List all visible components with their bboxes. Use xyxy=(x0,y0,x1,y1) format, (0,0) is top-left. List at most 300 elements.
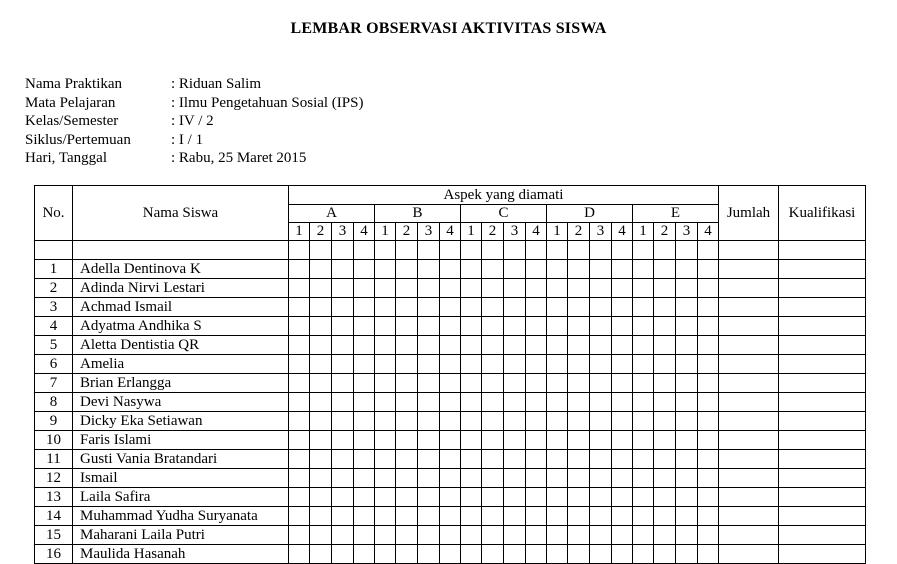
total-cell[interactable] xyxy=(719,298,779,317)
score-cell[interactable] xyxy=(568,469,590,488)
score-cell[interactable] xyxy=(440,431,461,450)
score-cell[interactable] xyxy=(698,488,719,507)
score-cell[interactable] xyxy=(547,488,568,507)
score-cell[interactable] xyxy=(698,355,719,374)
score-cell[interactable] xyxy=(418,545,440,564)
score-cell[interactable] xyxy=(676,526,698,545)
score-cell[interactable] xyxy=(310,260,332,279)
score-cell[interactable] xyxy=(633,260,654,279)
score-cell[interactable] xyxy=(289,545,310,564)
score-cell[interactable] xyxy=(310,374,332,393)
score-cell[interactable] xyxy=(654,412,676,431)
score-cell[interactable] xyxy=(547,374,568,393)
score-cell[interactable] xyxy=(332,393,354,412)
score-cell[interactable] xyxy=(568,260,590,279)
score-cell[interactable] xyxy=(332,488,354,507)
score-cell[interactable] xyxy=(504,355,526,374)
score-cell[interactable] xyxy=(526,488,547,507)
score-cell[interactable] xyxy=(418,374,440,393)
score-cell[interactable] xyxy=(547,412,568,431)
score-cell[interactable] xyxy=(568,450,590,469)
score-cell[interactable] xyxy=(504,336,526,355)
score-cell[interactable] xyxy=(354,431,375,450)
score-cell[interactable] xyxy=(547,545,568,564)
score-cell[interactable] xyxy=(310,450,332,469)
score-cell[interactable] xyxy=(698,374,719,393)
score-cell[interactable] xyxy=(482,298,504,317)
qualification-cell[interactable] xyxy=(779,355,866,374)
total-cell[interactable] xyxy=(719,469,779,488)
score-cell[interactable] xyxy=(547,507,568,526)
score-cell[interactable] xyxy=(310,317,332,336)
score-cell[interactable] xyxy=(547,450,568,469)
score-cell[interactable] xyxy=(354,526,375,545)
score-cell[interactable] xyxy=(612,355,633,374)
score-cell[interactable] xyxy=(633,412,654,431)
score-cell[interactable] xyxy=(482,412,504,431)
score-cell[interactable] xyxy=(418,412,440,431)
score-cell[interactable] xyxy=(354,507,375,526)
score-cell[interactable] xyxy=(654,488,676,507)
score-cell[interactable] xyxy=(375,545,396,564)
score-cell[interactable] xyxy=(612,450,633,469)
score-cell[interactable] xyxy=(418,336,440,355)
score-cell[interactable] xyxy=(461,374,482,393)
score-cell[interactable] xyxy=(504,488,526,507)
score-cell[interactable] xyxy=(612,393,633,412)
score-cell[interactable] xyxy=(440,355,461,374)
score-cell[interactable] xyxy=(461,526,482,545)
score-cell[interactable] xyxy=(654,336,676,355)
score-cell[interactable] xyxy=(482,507,504,526)
score-cell[interactable] xyxy=(440,260,461,279)
score-cell[interactable] xyxy=(396,393,418,412)
score-cell[interactable] xyxy=(568,431,590,450)
score-cell[interactable] xyxy=(354,412,375,431)
score-cell[interactable] xyxy=(526,298,547,317)
score-cell[interactable] xyxy=(526,526,547,545)
score-cell[interactable] xyxy=(590,355,612,374)
score-cell[interactable] xyxy=(375,260,396,279)
score-cell[interactable] xyxy=(396,488,418,507)
score-cell[interactable] xyxy=(612,317,633,336)
score-cell[interactable] xyxy=(332,545,354,564)
score-cell[interactable] xyxy=(418,526,440,545)
score-cell[interactable] xyxy=(526,507,547,526)
score-cell[interactable] xyxy=(461,336,482,355)
score-cell[interactable] xyxy=(332,298,354,317)
score-cell[interactable] xyxy=(633,488,654,507)
score-cell[interactable] xyxy=(440,279,461,298)
score-cell[interactable] xyxy=(698,317,719,336)
score-cell[interactable] xyxy=(590,279,612,298)
score-cell[interactable] xyxy=(504,545,526,564)
score-cell[interactable] xyxy=(654,355,676,374)
score-cell[interactable] xyxy=(375,450,396,469)
score-cell[interactable] xyxy=(654,374,676,393)
score-cell[interactable] xyxy=(504,412,526,431)
score-cell[interactable] xyxy=(654,431,676,450)
score-cell[interactable] xyxy=(676,488,698,507)
score-cell[interactable] xyxy=(418,507,440,526)
score-cell[interactable] xyxy=(547,336,568,355)
score-cell[interactable] xyxy=(633,355,654,374)
qualification-cell[interactable] xyxy=(779,260,866,279)
qualification-cell[interactable] xyxy=(779,507,866,526)
score-cell[interactable] xyxy=(568,526,590,545)
score-cell[interactable] xyxy=(504,298,526,317)
score-cell[interactable] xyxy=(482,526,504,545)
score-cell[interactable] xyxy=(332,450,354,469)
score-cell[interactable] xyxy=(418,355,440,374)
score-cell[interactable] xyxy=(440,507,461,526)
score-cell[interactable] xyxy=(568,374,590,393)
score-cell[interactable] xyxy=(590,374,612,393)
score-cell[interactable] xyxy=(289,526,310,545)
total-cell[interactable] xyxy=(719,336,779,355)
score-cell[interactable] xyxy=(547,279,568,298)
score-cell[interactable] xyxy=(482,450,504,469)
total-cell[interactable] xyxy=(719,450,779,469)
score-cell[interactable] xyxy=(568,412,590,431)
score-cell[interactable] xyxy=(461,450,482,469)
score-cell[interactable] xyxy=(633,317,654,336)
score-cell[interactable] xyxy=(310,279,332,298)
score-cell[interactable] xyxy=(676,431,698,450)
score-cell[interactable] xyxy=(612,298,633,317)
score-cell[interactable] xyxy=(354,355,375,374)
score-cell[interactable] xyxy=(633,507,654,526)
total-cell[interactable] xyxy=(719,431,779,450)
score-cell[interactable] xyxy=(289,393,310,412)
score-cell[interactable] xyxy=(354,279,375,298)
score-cell[interactable] xyxy=(310,488,332,507)
total-cell[interactable] xyxy=(719,374,779,393)
qualification-cell[interactable] xyxy=(779,374,866,393)
score-cell[interactable] xyxy=(354,260,375,279)
qualification-cell[interactable] xyxy=(779,393,866,412)
score-cell[interactable] xyxy=(590,431,612,450)
qualification-cell[interactable] xyxy=(779,317,866,336)
score-cell[interactable] xyxy=(633,545,654,564)
score-cell[interactable] xyxy=(526,412,547,431)
score-cell[interactable] xyxy=(633,450,654,469)
score-cell[interactable] xyxy=(354,298,375,317)
score-cell[interactable] xyxy=(547,355,568,374)
score-cell[interactable] xyxy=(526,450,547,469)
score-cell[interactable] xyxy=(418,260,440,279)
score-cell[interactable] xyxy=(633,526,654,545)
score-cell[interactable] xyxy=(354,469,375,488)
score-cell[interactable] xyxy=(547,526,568,545)
score-cell[interactable] xyxy=(547,298,568,317)
score-cell[interactable] xyxy=(418,279,440,298)
score-cell[interactable] xyxy=(289,260,310,279)
score-cell[interactable] xyxy=(332,526,354,545)
score-cell[interactable] xyxy=(590,336,612,355)
score-cell[interactable] xyxy=(332,469,354,488)
score-cell[interactable] xyxy=(676,279,698,298)
score-cell[interactable] xyxy=(396,374,418,393)
score-cell[interactable] xyxy=(461,317,482,336)
score-cell[interactable] xyxy=(482,488,504,507)
score-cell[interactable] xyxy=(354,393,375,412)
score-cell[interactable] xyxy=(289,374,310,393)
score-cell[interactable] xyxy=(396,317,418,336)
score-cell[interactable] xyxy=(418,298,440,317)
total-cell[interactable] xyxy=(719,393,779,412)
qualification-cell[interactable] xyxy=(779,279,866,298)
score-cell[interactable] xyxy=(504,260,526,279)
qualification-cell[interactable] xyxy=(779,412,866,431)
score-cell[interactable] xyxy=(654,469,676,488)
score-cell[interactable] xyxy=(396,260,418,279)
score-cell[interactable] xyxy=(461,507,482,526)
score-cell[interactable] xyxy=(612,260,633,279)
score-cell[interactable] xyxy=(332,336,354,355)
score-cell[interactable] xyxy=(461,469,482,488)
score-cell[interactable] xyxy=(482,545,504,564)
score-cell[interactable] xyxy=(698,545,719,564)
score-cell[interactable] xyxy=(590,526,612,545)
score-cell[interactable] xyxy=(698,412,719,431)
score-cell[interactable] xyxy=(590,412,612,431)
score-cell[interactable] xyxy=(676,450,698,469)
score-cell[interactable] xyxy=(633,393,654,412)
score-cell[interactable] xyxy=(375,469,396,488)
score-cell[interactable] xyxy=(396,545,418,564)
score-cell[interactable] xyxy=(612,469,633,488)
score-cell[interactable] xyxy=(310,507,332,526)
score-cell[interactable] xyxy=(654,279,676,298)
score-cell[interactable] xyxy=(440,488,461,507)
score-cell[interactable] xyxy=(310,431,332,450)
score-cell[interactable] xyxy=(526,355,547,374)
score-cell[interactable] xyxy=(676,469,698,488)
score-cell[interactable] xyxy=(676,355,698,374)
score-cell[interactable] xyxy=(547,431,568,450)
score-cell[interactable] xyxy=(289,317,310,336)
score-cell[interactable] xyxy=(676,412,698,431)
score-cell[interactable] xyxy=(676,507,698,526)
score-cell[interactable] xyxy=(440,545,461,564)
score-cell[interactable] xyxy=(654,298,676,317)
score-cell[interactable] xyxy=(590,260,612,279)
total-cell[interactable] xyxy=(719,545,779,564)
score-cell[interactable] xyxy=(375,336,396,355)
score-cell[interactable] xyxy=(289,507,310,526)
score-cell[interactable] xyxy=(354,488,375,507)
score-cell[interactable] xyxy=(590,450,612,469)
score-cell[interactable] xyxy=(396,450,418,469)
score-cell[interactable] xyxy=(633,431,654,450)
score-cell[interactable] xyxy=(504,279,526,298)
score-cell[interactable] xyxy=(482,374,504,393)
score-cell[interactable] xyxy=(354,317,375,336)
score-cell[interactable] xyxy=(289,298,310,317)
score-cell[interactable] xyxy=(332,355,354,374)
score-cell[interactable] xyxy=(375,355,396,374)
score-cell[interactable] xyxy=(354,336,375,355)
score-cell[interactable] xyxy=(590,507,612,526)
total-cell[interactable] xyxy=(719,412,779,431)
qualification-cell[interactable] xyxy=(779,545,866,564)
score-cell[interactable] xyxy=(654,450,676,469)
score-cell[interactable] xyxy=(396,279,418,298)
score-cell[interactable] xyxy=(612,526,633,545)
score-cell[interactable] xyxy=(654,260,676,279)
score-cell[interactable] xyxy=(375,412,396,431)
score-cell[interactable] xyxy=(504,450,526,469)
score-cell[interactable] xyxy=(526,260,547,279)
score-cell[interactable] xyxy=(396,431,418,450)
score-cell[interactable] xyxy=(504,393,526,412)
score-cell[interactable] xyxy=(482,393,504,412)
score-cell[interactable] xyxy=(676,260,698,279)
score-cell[interactable] xyxy=(289,488,310,507)
score-cell[interactable] xyxy=(504,374,526,393)
score-cell[interactable] xyxy=(590,317,612,336)
score-cell[interactable] xyxy=(504,507,526,526)
score-cell[interactable] xyxy=(568,507,590,526)
score-cell[interactable] xyxy=(612,431,633,450)
score-cell[interactable] xyxy=(698,469,719,488)
qualification-cell[interactable] xyxy=(779,431,866,450)
score-cell[interactable] xyxy=(332,374,354,393)
score-cell[interactable] xyxy=(568,545,590,564)
score-cell[interactable] xyxy=(698,336,719,355)
score-cell[interactable] xyxy=(547,317,568,336)
score-cell[interactable] xyxy=(461,260,482,279)
score-cell[interactable] xyxy=(482,431,504,450)
score-cell[interactable] xyxy=(482,279,504,298)
score-cell[interactable] xyxy=(590,545,612,564)
score-cell[interactable] xyxy=(289,412,310,431)
score-cell[interactable] xyxy=(590,393,612,412)
score-cell[interactable] xyxy=(440,298,461,317)
score-cell[interactable] xyxy=(568,393,590,412)
score-cell[interactable] xyxy=(676,317,698,336)
score-cell[interactable] xyxy=(332,260,354,279)
score-cell[interactable] xyxy=(310,469,332,488)
score-cell[interactable] xyxy=(612,279,633,298)
total-cell[interactable] xyxy=(719,507,779,526)
score-cell[interactable] xyxy=(547,469,568,488)
score-cell[interactable] xyxy=(654,507,676,526)
qualification-cell[interactable] xyxy=(779,450,866,469)
score-cell[interactable] xyxy=(698,298,719,317)
score-cell[interactable] xyxy=(418,450,440,469)
score-cell[interactable] xyxy=(698,450,719,469)
qualification-cell[interactable] xyxy=(779,298,866,317)
score-cell[interactable] xyxy=(440,393,461,412)
qualification-cell[interactable] xyxy=(779,469,866,488)
score-cell[interactable] xyxy=(612,507,633,526)
score-cell[interactable] xyxy=(612,374,633,393)
score-cell[interactable] xyxy=(440,469,461,488)
score-cell[interactable] xyxy=(375,279,396,298)
score-cell[interactable] xyxy=(676,298,698,317)
score-cell[interactable] xyxy=(676,545,698,564)
score-cell[interactable] xyxy=(676,336,698,355)
score-cell[interactable] xyxy=(461,355,482,374)
score-cell[interactable] xyxy=(396,469,418,488)
score-cell[interactable] xyxy=(375,393,396,412)
score-cell[interactable] xyxy=(354,374,375,393)
score-cell[interactable] xyxy=(612,336,633,355)
score-cell[interactable] xyxy=(698,507,719,526)
score-cell[interactable] xyxy=(310,526,332,545)
score-cell[interactable] xyxy=(568,336,590,355)
score-cell[interactable] xyxy=(654,526,676,545)
score-cell[interactable] xyxy=(482,317,504,336)
score-cell[interactable] xyxy=(396,298,418,317)
score-cell[interactable] xyxy=(526,279,547,298)
score-cell[interactable] xyxy=(418,469,440,488)
score-cell[interactable] xyxy=(396,412,418,431)
score-cell[interactable] xyxy=(396,507,418,526)
score-cell[interactable] xyxy=(440,450,461,469)
score-cell[interactable] xyxy=(440,336,461,355)
score-cell[interactable] xyxy=(568,355,590,374)
score-cell[interactable] xyxy=(547,393,568,412)
score-cell[interactable] xyxy=(590,469,612,488)
score-cell[interactable] xyxy=(654,393,676,412)
score-cell[interactable] xyxy=(289,279,310,298)
score-cell[interactable] xyxy=(440,374,461,393)
score-cell[interactable] xyxy=(440,526,461,545)
score-cell[interactable] xyxy=(375,317,396,336)
qualification-cell[interactable] xyxy=(779,526,866,545)
score-cell[interactable] xyxy=(310,336,332,355)
score-cell[interactable] xyxy=(482,336,504,355)
score-cell[interactable] xyxy=(461,545,482,564)
total-cell[interactable] xyxy=(719,260,779,279)
total-cell[interactable] xyxy=(719,488,779,507)
score-cell[interactable] xyxy=(526,317,547,336)
score-cell[interactable] xyxy=(461,298,482,317)
score-cell[interactable] xyxy=(440,412,461,431)
score-cell[interactable] xyxy=(461,412,482,431)
score-cell[interactable] xyxy=(547,260,568,279)
total-cell[interactable] xyxy=(719,355,779,374)
score-cell[interactable] xyxy=(590,298,612,317)
total-cell[interactable] xyxy=(719,279,779,298)
score-cell[interactable] xyxy=(698,526,719,545)
score-cell[interactable] xyxy=(526,374,547,393)
score-cell[interactable] xyxy=(504,317,526,336)
score-cell[interactable] xyxy=(354,450,375,469)
score-cell[interactable] xyxy=(375,431,396,450)
score-cell[interactable] xyxy=(568,317,590,336)
score-cell[interactable] xyxy=(633,279,654,298)
total-cell[interactable] xyxy=(719,317,779,336)
score-cell[interactable] xyxy=(633,469,654,488)
score-cell[interactable] xyxy=(396,336,418,355)
score-cell[interactable] xyxy=(568,298,590,317)
score-cell[interactable] xyxy=(310,393,332,412)
score-cell[interactable] xyxy=(461,431,482,450)
score-cell[interactable] xyxy=(418,317,440,336)
score-cell[interactable] xyxy=(612,488,633,507)
score-cell[interactable] xyxy=(418,393,440,412)
qualification-cell[interactable] xyxy=(779,488,866,507)
score-cell[interactable] xyxy=(482,355,504,374)
score-cell[interactable] xyxy=(633,298,654,317)
score-cell[interactable] xyxy=(526,431,547,450)
score-cell[interactable] xyxy=(590,488,612,507)
score-cell[interactable] xyxy=(676,393,698,412)
